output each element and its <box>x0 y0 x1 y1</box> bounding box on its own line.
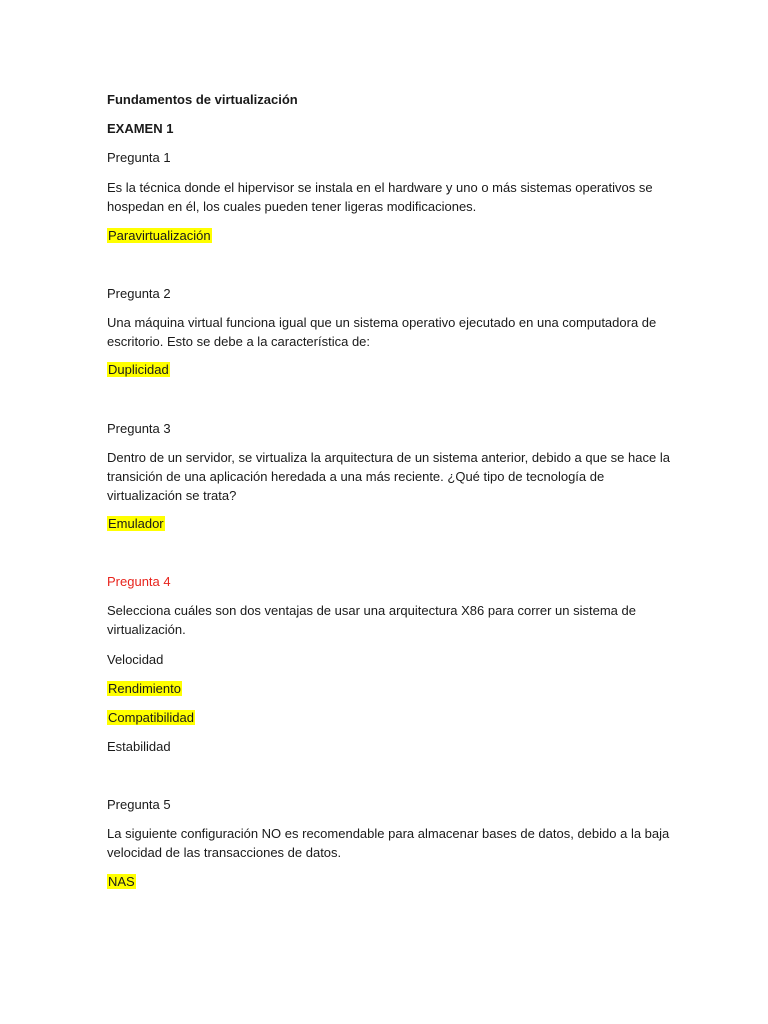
question-5-text-line: La siguiente configuración NO es recomendable para almacenar bases de datos, debido a la baja <box>107 826 670 841</box>
question-4-text <box>107 601 636 639</box>
question-5-text-line: velocidad de las transacciones de datos. <box>107 845 342 860</box>
answer-highlight: Duplicidad <box>108 362 169 377</box>
question-5-answer <box>107 872 136 891</box>
question-4-option <box>107 650 163 669</box>
question-1-label: Pregunta 1 <box>107 150 171 165</box>
question-4-option <box>107 708 195 727</box>
question-3-label: Pregunta 3 <box>107 421 171 436</box>
answer-highlight: NAS <box>108 874 135 889</box>
question-2-label: Pregunta 2 <box>107 286 171 301</box>
question-3-text-line: virtualización se trata? <box>107 488 237 503</box>
answer-highlight: Emulador <box>108 516 164 531</box>
question-1-text <box>107 178 653 216</box>
question-4-option <box>107 737 171 756</box>
answer-highlight: Rendimiento <box>108 681 181 696</box>
question-1-text-line: Es la técnica donde el hipervisor se instala en el hardware y uno o más sistemas operativos se <box>107 180 653 195</box>
question-3-text-line: transición de una aplicación heredada a una más reciente. ¿Qué tipo de tecnología de <box>107 469 605 484</box>
question-4-label: Pregunta 4 <box>107 574 171 589</box>
option-text: Estabilidad <box>107 739 171 754</box>
document-title: Fundamentos de virtualización <box>107 92 298 107</box>
question-3-text <box>107 448 670 505</box>
question-4-text-line: virtualización. <box>107 622 186 637</box>
question-5-text <box>107 824 669 862</box>
answer-highlight: Compatibilidad <box>108 710 194 725</box>
question-5-label: Pregunta 5 <box>107 797 171 812</box>
question-3-answer <box>107 514 165 533</box>
question-2-text-line: Una máquina virtual funciona igual que un sistema operativo ejecutado en una computadora de <box>107 315 657 330</box>
exam-heading: EXAMEN 1 <box>107 121 174 136</box>
question-4-option <box>107 679 182 698</box>
question-1-text-line: hospedan en él, los cuales pueden tener ligeras modificaciones. <box>107 199 477 214</box>
question-2-answer <box>107 360 170 379</box>
question-4-text-line: Selecciona cuáles son dos ventajas de usar una arquitectura X86 para correr un sistema de <box>107 603 636 618</box>
option-text: Velocidad <box>107 652 164 667</box>
question-3-text-line: Dentro de un servidor, se virtualiza la arquitectura de un sistema anterior, debido a que se hace la <box>107 450 670 465</box>
question-1-answer <box>107 226 212 245</box>
question-2-text-line: escritorio. Esto se debe a la característica de: <box>107 334 371 349</box>
question-2-text <box>107 313 656 351</box>
answer-highlight: Paravirtualización <box>108 228 211 243</box>
